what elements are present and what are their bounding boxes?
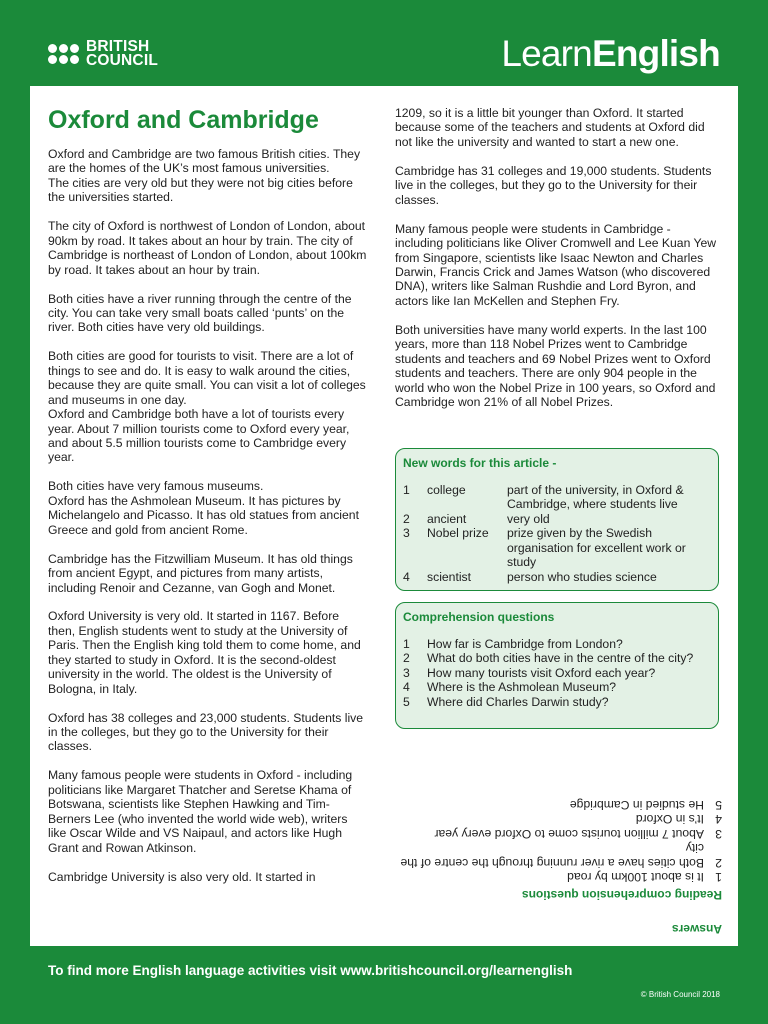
answer-row <box>392 870 722 884</box>
logo-line-1: BRITISH <box>86 38 150 55</box>
question-number: 2 <box>403 651 410 666</box>
answer-text: About 7 million tourists come to Oxford every year <box>434 826 704 841</box>
brand-bold: English <box>591 33 720 74</box>
answers-list <box>392 797 722 884</box>
answers-heading: Answers <box>671 922 722 936</box>
question-number: 5 <box>403 694 410 709</box>
question-text: How far is Cambridge from London? <box>427 637 623 651</box>
article-paragraph: Cambridge University is also very old. It started in <box>48 869 316 884</box>
article-paragraph: 1209, so it is a little bit younger than Oxford. It started because some of the teachers and students at Oxford did not like the university and wanted to start a new one. <box>395 106 705 149</box>
article-paragraph: Both cities have a river running through the centre of the city. You can take very small boats called ‘punts’ on the river. Both cities have very old buildings. <box>48 291 352 335</box>
vocab-number: 1 <box>403 483 410 497</box>
answer-text: It’s in Oxford <box>635 812 704 827</box>
vocab-definition: part of the university, in Oxford & Cambridge, where students live <box>507 483 684 512</box>
new-words-list <box>403 483 712 584</box>
answer-row <box>392 797 722 811</box>
article-paragraph: Both cities have very famous museums. Oxford has the Ashmolean Museum. It has pictures by Michelangelo and Picasso. It has old statues from ancient Greece and gold from ancient Rome. <box>48 479 359 537</box>
vocab-number: 2 <box>403 511 410 526</box>
question-text: Where did Charles Darwin study? <box>427 694 609 709</box>
article-paragraph: Many famous people were students in Cambridge - including politicians like Oliver Cromwell and Lee Kuan Yew from Singapore, scientists like Isaac Newton and Charles Darwin, Francis Crick and James Watson (who discovered DNA), writers like Salman Rushdie and Lord Byron, and actors like Ian McKellen and Stephen Fry. <box>395 221 717 308</box>
question-text: Where is the Ashmolean Museum? <box>427 680 616 695</box>
vocab-row <box>403 483 712 512</box>
logo-wordmark <box>86 40 158 68</box>
vocab-number: 4 <box>403 569 410 584</box>
vocab-row <box>403 570 712 584</box>
vocab-row <box>403 512 712 526</box>
answer-number: 5 <box>715 797 722 812</box>
answer-text: He studied in Cambridge <box>569 797 704 812</box>
question-number: 1 <box>403 637 410 651</box>
comprehension-list <box>403 637 707 709</box>
vocab-row <box>403 526 712 569</box>
page-header <box>0 0 768 86</box>
new-words-box <box>395 448 719 591</box>
answer-row <box>392 826 722 840</box>
question-row <box>403 695 707 709</box>
comprehension-box <box>395 602 719 729</box>
answer-number: 1 <box>715 870 722 884</box>
comprehension-title: Comprehension questions <box>403 610 555 624</box>
question-text: How many tourists visit Oxford each year? <box>427 665 656 680</box>
article-paragraph: The city of Oxford is northwest of London of London, about 90km by road. It takes about an hour by train. The city of Cambridge is northeast of London of London, about 100km by road. It takes about an hour by train. <box>48 219 367 277</box>
article-paragraph: Oxford and Cambridge are two famous British cities. They are the homes of the UK’s most famous universities. The cities are very old but they were not big cities before the universities started. <box>48 147 361 205</box>
article-paragraph: Oxford University is very old. It started in 1167. Before then, English students went to study at the University of Paris. Then the English king told them to come home, and they started to study in Oxford. It is the second-oldest university in the world. The oldest is the University of Bologna, in Italy. <box>48 609 361 696</box>
logo-line-2: COUNCIL <box>86 52 159 69</box>
vocab-definition: prize given by the Swedish organisation for excellent work or study <box>507 526 686 570</box>
article-paragraph: Both cities are good for tourists to visit. There are a lot of things to see and do. It is easy to walk around the cities, because they are quite small. You can visit a lot of colleges and museums in one day. Oxford and Cambridge both have a lot of tourists every year. About 7 million tourists come to Oxford every year, and about 5.5 million tourists come to Cambridge every year. <box>48 349 366 465</box>
question-row <box>403 680 707 694</box>
article-paragraph: Both universities have many world experts. In the last 100 years, more than 118 Nobel Prizes went to Cambridge students and teachers and 69 Nobel Prizes went to Oxford students and teachers. There are only 904 people in the world who won the Nobel Prize in 100 years, so Oxford and Cambridge won 21% of all Nobel Prizes. <box>395 322 716 410</box>
new-words-title: New words for this article - <box>403 456 557 470</box>
vocab-definition: very old <box>507 511 550 526</box>
answer-number: 2 <box>715 855 722 870</box>
answer-row <box>392 841 722 870</box>
answer-row <box>392 812 722 826</box>
logo-dots-icon <box>48 44 79 64</box>
answer-number: 4 <box>715 812 722 827</box>
learnenglish-brand <box>501 34 720 74</box>
british-council-logo <box>48 40 158 68</box>
article-left-column <box>48 147 368 898</box>
question-number: 3 <box>403 665 410 680</box>
article-title: Oxford and Cambridge <box>48 106 319 134</box>
brand-light: Learn <box>501 33 592 74</box>
footer-link-text: To find more English language activities visit www.britishcouncil.org/learnenglish <box>48 963 573 978</box>
vocab-word: Nobel prize <box>427 526 489 541</box>
answer-text: It is about 100km by road <box>567 870 704 884</box>
article-paragraph: Cambridge has 31 colleges and 19,000 students. Students live in the colleges, but they go to the University for their classes. <box>395 163 712 207</box>
answers-subheading: Reading comprehension questions <box>521 888 722 902</box>
vocab-word: ancient <box>427 511 467 526</box>
answer-number: 3 <box>715 826 722 841</box>
vocab-word: college <box>427 483 466 497</box>
answer-text: Both cities have a river running through the centre of the city <box>400 841 704 870</box>
article-paragraph: Cambridge has the Fitzwilliam Museum. It has old things from ancient Egypt, and pictures from many artists, including Renoir and Cezanne, van Gogh and Monet. <box>48 551 353 595</box>
worksheet-panel <box>30 86 738 946</box>
vocab-definition: person who studies science <box>507 569 657 584</box>
answers-upside-down <box>392 797 722 936</box>
vocab-number: 3 <box>403 526 410 541</box>
question-text: What do both cities have in the centre of the city? <box>427 651 694 666</box>
article-paragraph: Many famous people were students in Oxford - including politicians like Margaret Thatcher and Seretse Khama of Botswana, scientists like Stephen Hawking and Tim-Berners Lee (who invented the world wide web), writers like Oscar Wilde and VS Naipaul, and actors like Hugh Grant and Rowan Atkinson. <box>48 768 353 855</box>
question-row <box>403 666 707 680</box>
copyright: © British Council 2018 <box>640 990 720 999</box>
vocab-word: scientist <box>427 569 472 584</box>
question-number: 4 <box>403 680 410 695</box>
question-row <box>403 651 707 665</box>
question-row <box>403 637 707 651</box>
article-right-column <box>395 106 720 424</box>
article-paragraph: Oxford has 38 colleges and 23,000 students. Students live in the colleges, but they go to the University for their classes. <box>48 710 364 754</box>
